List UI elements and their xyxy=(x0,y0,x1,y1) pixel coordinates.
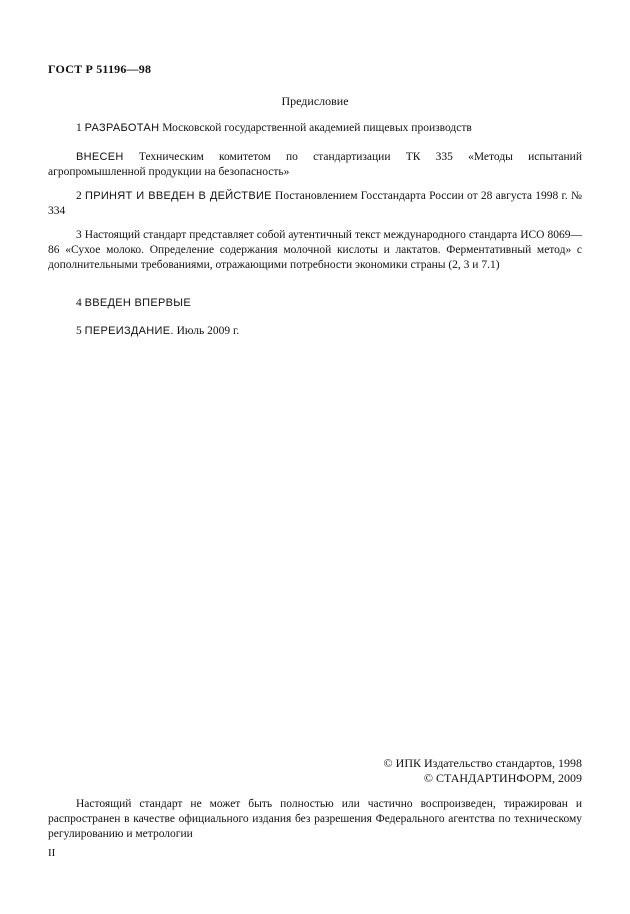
item-text: Московской государственной академией пищевых производств xyxy=(159,122,472,134)
reproduction-notice: Настоящий стандарт не может быть полностью или частично воспроизведен, тиражирован и распространен в качестве официального издания без разрешения Федерального агентства по техническому регулированию и метрологии xyxy=(48,798,582,840)
page-number: II xyxy=(48,847,56,859)
foreword-item-1 xyxy=(48,121,582,136)
item-number: 5 xyxy=(76,325,82,337)
item-caps-label: ПЕРЕИЗДАНИЕ. xyxy=(84,325,174,337)
copyright-2009: © СТАНДАРТИНФОРМ, 2009 xyxy=(423,771,582,785)
item-number: 2 xyxy=(76,190,82,202)
foreword-item-introduced xyxy=(48,150,582,180)
item-text: Постановлением Госстандарта России от 28 августа 1998 г. № 334 xyxy=(48,190,582,217)
foreword-item-5 xyxy=(48,324,582,339)
item-caps-label: ВВЕДЕН ВПЕРВЫЕ xyxy=(84,297,191,309)
item-text: Июль 2009 г. xyxy=(173,325,240,337)
item-text: Настоящий стандарт представляет собой аутентичный текст международного стандарта ИСО 8069—86 «Сухое молоко. Определение содержания молочной кислоты и лактатов. Ферментативный метод» с дополнительными требованиями, отражающими потребности экономики страны (2, 3 и 7.1) xyxy=(48,229,582,271)
item-number: 4 xyxy=(76,297,82,309)
item-caps-label: ВНЕСЕН xyxy=(76,151,124,163)
item-number: 3 xyxy=(76,229,82,241)
foreword-item-2 xyxy=(48,189,582,219)
item-number: 1 xyxy=(76,122,82,134)
item-caps-label: РАЗРАБОТАН xyxy=(84,122,160,134)
copyright-1998: © ИПК Издательство стандартов, 1998 xyxy=(383,756,582,770)
item-caps-label: ПРИНЯТ И ВВЕДЕН В ДЕЙСТВИЕ xyxy=(85,190,272,202)
document-id: ГОСТ Р 51196—98 xyxy=(48,62,152,76)
foreword-item-4 xyxy=(48,296,582,311)
foreword-title: Предисловие xyxy=(281,94,349,108)
foreword-item-3 xyxy=(48,228,582,273)
item-text: Техническим комитетом по стандартизации ТК 335 «Методы испытаний агропромышленной продукции на безопасность» xyxy=(48,151,582,178)
